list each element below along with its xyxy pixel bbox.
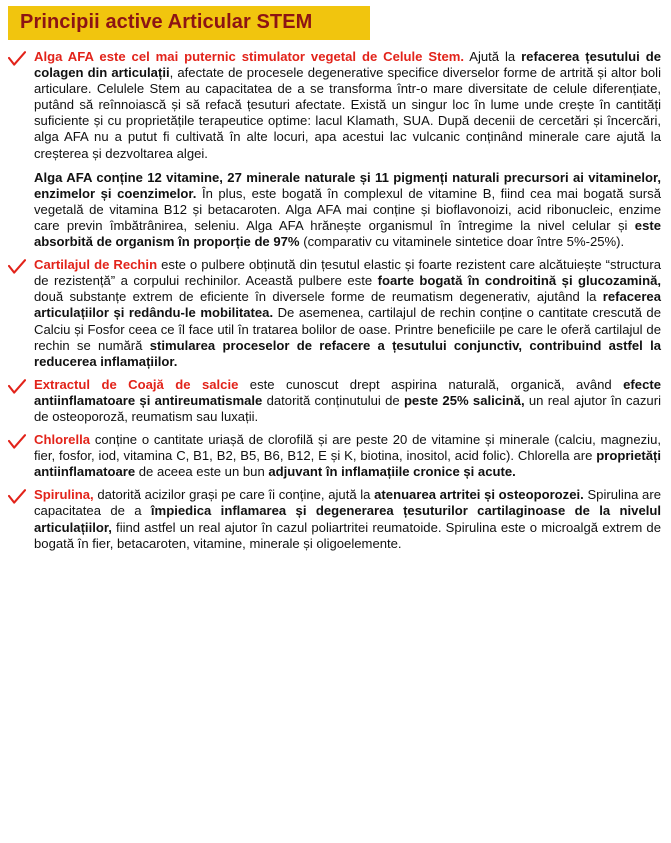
text-run-bold: atenuarea artritei și osteoporozei. — [374, 487, 584, 503]
list-item — [8, 257, 661, 370]
check-mark-icon — [8, 377, 34, 395]
text-run-bold: efecte antiinflamatoare și antireumatismale — [34, 376, 661, 408]
list-item-body — [34, 377, 661, 425]
text-run-bold: este absorbită de organism în proporție de 97% — [34, 217, 661, 250]
text-run: Ajută la — [464, 49, 522, 64]
text-run: De asemenea, cartilajul de rechin conține o cantitate crescută de Calciu și Fosfor ceea ce îl face util în tratarea bolilor de oase. Printre beneficiile pe care le oferă cartilajul de rechin se numără — [34, 305, 661, 353]
text-run-bold: peste 25% salicină, — [403, 392, 525, 408]
text-run: este cunoscut drept aspirina naturală, organică, având — [238, 376, 624, 392]
paragraph — [34, 170, 661, 250]
paragraph — [34, 49, 661, 162]
text-run-bold: Alga AFA conține 12 vitamine, 27 minerale naturale și 11 pigmenți naturali precursori ai vitaminelor, enzimelor și coenzimelor. — [34, 169, 661, 201]
text-run-bold: refacerea țesutului de colagen din articulații — [34, 49, 661, 81]
text-run: de aceea este un bun — [135, 464, 269, 480]
principles-list — [8, 49, 661, 552]
text-run-bold: stimularea proceselor de refacere a țesutului conjunctiv, contribuind astfel la reducerea inflamațiilor. — [34, 337, 661, 369]
text-run: În plus, este bogată în complexul de vitamine B, fiind cea mai bogată sursă vegetală de vitamina B12 și betacaroten. Alga AFA mai conține și bioflavonoizi, acid ribonucleic, enzime care previn îmbătrânirea, seleniu. Alga AFA hrănește organismul în întregime la nivel celular și — [34, 185, 661, 233]
paragraph — [34, 377, 661, 425]
list-item-body — [34, 432, 661, 480]
list-item — [8, 487, 661, 551]
list-item-body — [34, 257, 661, 370]
text-run-bold: împiedica inflamarea și degenerarea țesuturilor cartilaginoase de la nivelul articulațiilor, — [34, 503, 662, 535]
text-run: este o pulbere obținută din țesutul elastic și foarte rezistent care alcătuiește “structura de rezistență” a corpului rechinilor. Această pulbere este — [34, 257, 661, 289]
paragraph — [34, 257, 661, 370]
text-run-bold: adjuvant în inflamațiile cronice și acute. — [268, 464, 516, 480]
ingredient-name: Cartilajul de Rechin — [34, 257, 158, 273]
ingredient-name: Alga AFA este cel mai puternic stimulator vegetal de Celule Stem. — [34, 49, 465, 64]
list-item — [8, 432, 661, 480]
text-run-bold: foarte bogată în condroitină și glucozamină, — [377, 273, 661, 289]
text-run: Spirulina are capacitatea de a — [34, 487, 661, 519]
check-mark-icon — [8, 432, 34, 450]
check-mark-icon — [8, 49, 34, 67]
text-run: datorită acizilor grași pe care îi conține, ajută la — [93, 487, 375, 503]
list-item-body — [34, 487, 661, 551]
text-run: (comparativ cu vitaminele sintetice doar între 5%-25%). — [299, 234, 625, 250]
text-run-bold: refacerea articulațiilor și redându-le mobilitatea. — [34, 289, 661, 321]
text-run: două substanțe extrem de eficiente în diversele forme de reumatism degenerativ, ajutând la — [34, 289, 603, 305]
text-run-bold: proprietăți antiinflamatoare — [34, 448, 661, 480]
list-item — [8, 49, 661, 250]
text-run: datorită conținutului de — [262, 392, 404, 408]
check-mark-icon — [8, 257, 34, 275]
list-item-body — [34, 49, 661, 250]
paragraph — [34, 432, 661, 480]
paragraph — [34, 487, 661, 551]
ingredient-name: Spirulina, — [34, 487, 94, 503]
check-mark-icon — [8, 487, 34, 505]
ingredient-name: Extractul de Coajă de salcie — [34, 376, 239, 392]
ingredient-name: Chlorella — [34, 432, 91, 448]
text-run: un real ajutor în cazuri de osteoporoză, reumatism sau luxații. — [34, 392, 661, 424]
text-run: fiind astfel un real ajutor în cazul poliartritei reumatoide. Spirulina este o microalgă extrem de bogată în fier, betacaroten, vitamine, minerale și oligoelemente. — [34, 519, 661, 551]
page-title: Principii active Articular STEM — [20, 11, 313, 33]
list-item — [8, 377, 661, 425]
text-run: , afectate de procesele degenerative specifice diverselor forme de artrită și altor boli articulare. Celulele Stem au capacitatea de a se transforma într-o mare diversitate de celule diferențiate, putând să reînnoiască și să refacă țesuturi afectate. Există un singur loc în lume unde crește în cantități suficiente și cu proprietățile terapeutice optime: lacul Klamath, SUA. După decenii de cercetări și încercări, alga AFA nu a putut fi cultivată în alte locuri, apa acestui lac vulcanic conținând minerale care ajută la creșterea și dezvoltarea algei. — [34, 65, 661, 161]
page-header-bar — [8, 6, 370, 40]
text-run: conține o cantitate uriașă de clorofilă și are peste 20 de vitamine și minerale (calciu, magneziu, fier, fosfor, iod, vitamina C, B1, B2, B5, B6, B12, E și K, biotina, inositol, acid folic). Chlorella are — [34, 432, 661, 464]
